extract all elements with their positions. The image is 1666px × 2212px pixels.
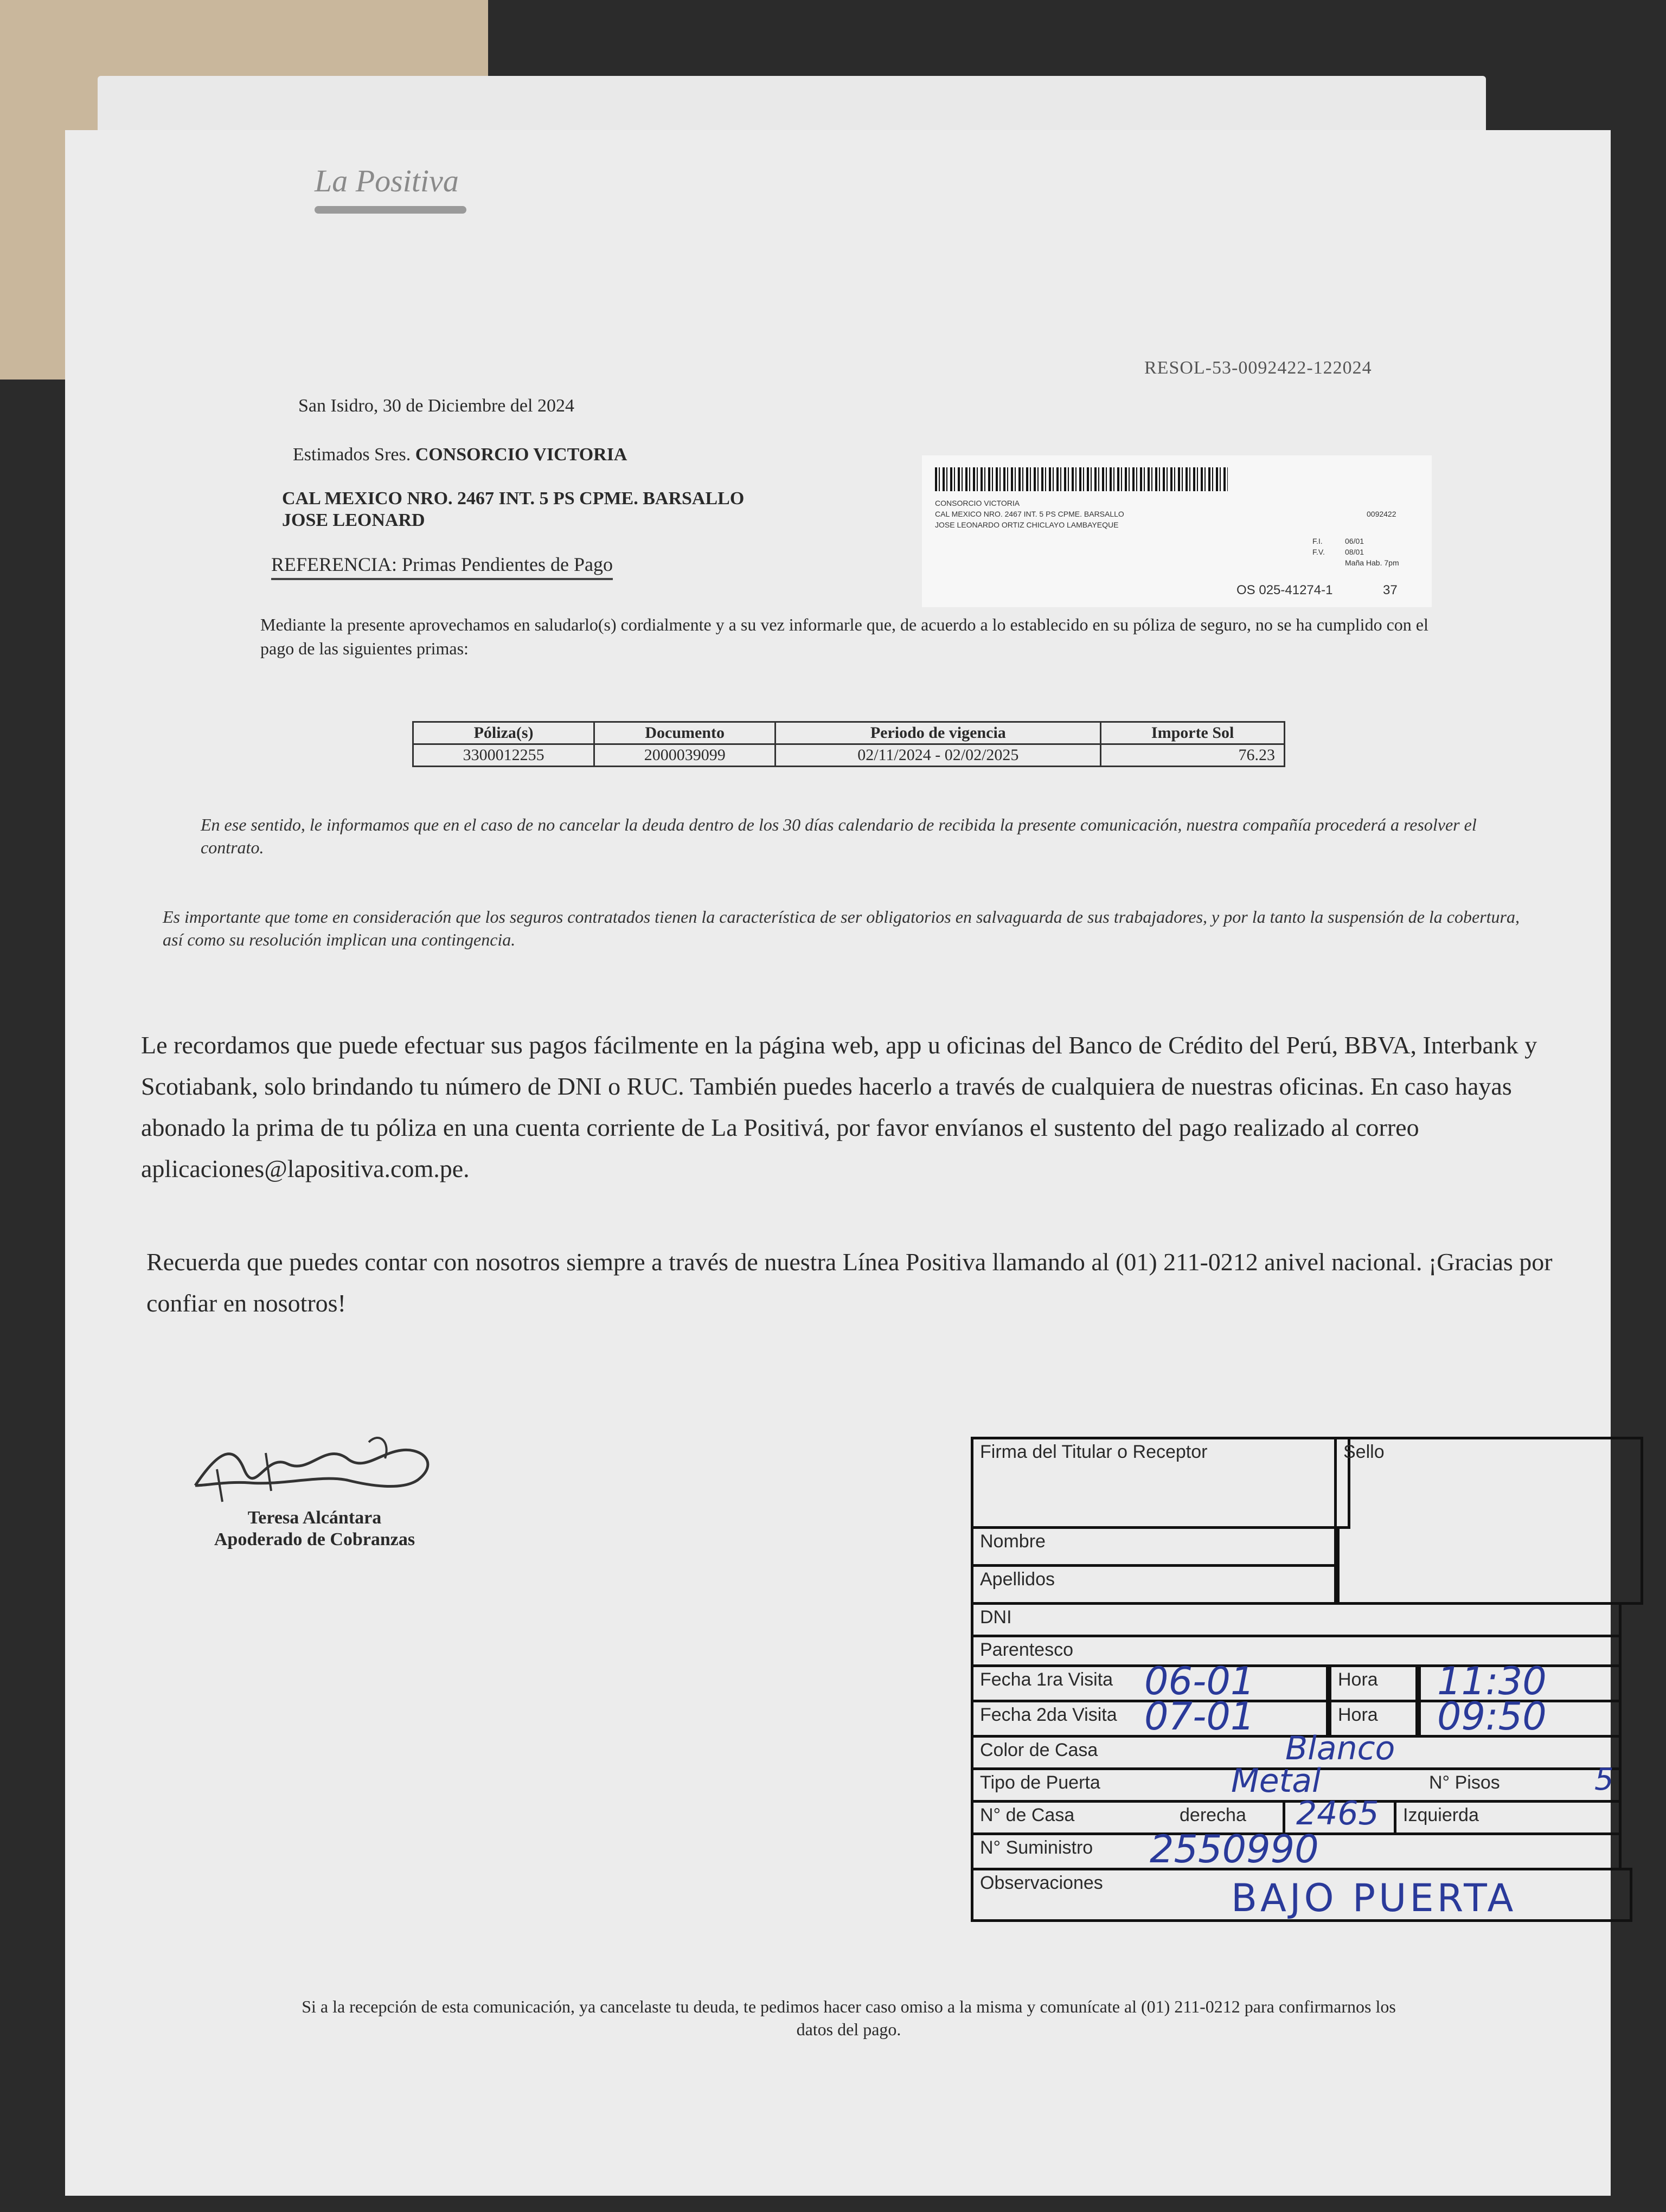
form-hora1-label: Hora: [1338, 1669, 1378, 1690]
table-cell-importe: 76.23: [1101, 744, 1285, 767]
form-parentesco-label: Parentesco: [980, 1639, 1073, 1660]
label-fv-value: 08/01: [1345, 548, 1364, 556]
intro-paragraph: Mediante la presente aprovechamos en saludarlo(s) cordialmente y a su vez informarle que, de acuerdo a lo establecido en su póliza de seguro, no se ha cumplido con el pago de las siguientes primas:: [260, 615, 1428, 658]
signer-block: [179, 1507, 450, 1551]
delivery-form: [960, 1437, 1643, 1941]
label-mana: Maña Hab. 7pm: [1345, 558, 1399, 567]
date-line: San Isidro, 30 de Diciembre del 2024: [298, 396, 574, 416]
form-obs-label: Observaciones: [980, 1873, 1103, 1893]
handwritten-fecha1: 06-01: [1144, 1659, 1255, 1703]
handwritten-suministro: 2550990: [1150, 1827, 1319, 1872]
paragraph-obligatory-insurance: Es importante que tome en consideración que los seguros contratados tienen la característica de ser obligatorios en salvaguarda de sus trabajadores, y por la tanto la suspensión de la cobertura, así como su resolución implican una contingencia.: [163, 907, 1520, 949]
greeting-prefix: Estimados Sres.: [293, 445, 411, 465]
form-hora1-cell: [1329, 1664, 1421, 1702]
table-header-periodo: Periodo de vigencia: [776, 722, 1101, 744]
company-logo: [315, 163, 477, 199]
form-apellidos-label: Apellidos: [980, 1569, 1055, 1590]
form-fecha2-label: Fecha 2da Visita: [980, 1705, 1117, 1725]
table-cell-poliza: 3300012255: [413, 744, 594, 767]
table-header-documento: Documento: [594, 722, 776, 744]
label-right-code: 0092422: [1367, 510, 1396, 518]
form-apellidos-cell: [971, 1564, 1340, 1605]
paragraph-resolution-notice: En ese sentido, le informamos que en el caso de no cancelar la deuda dentro de los 30 días calendario de recibida la presente comunicación, nuestra compañía procederá a resolver el contrato.: [201, 815, 1477, 857]
form-izquierda-label: Izquierda: [1403, 1805, 1479, 1825]
handwritten-fecha2: 07-01: [1144, 1694, 1255, 1739]
form-pisos-label: N° Pisos: [1429, 1772, 1500, 1793]
form-izquierda-cell: [1394, 1800, 1622, 1835]
handwritten-color: Blanco: [1285, 1729, 1395, 1767]
premium-table: [412, 721, 1285, 767]
form-fecha1-label: Fecha 1ra Visita: [980, 1669, 1113, 1690]
handwritten-puerta: Metal: [1231, 1762, 1321, 1800]
logo-underline: [315, 206, 466, 214]
form-ncasa-label: N° de Casa: [980, 1805, 1075, 1825]
label-line-1: CONSORCIO VICTORIA: [935, 499, 1020, 507]
form-firma-label: Firma del Titular o Receptor: [980, 1442, 1208, 1462]
signer-name: Teresa Alcántara: [247, 1508, 382, 1528]
form-color-label: Color de Casa: [980, 1740, 1098, 1760]
paragraph-payment-options: Le recordamos que puede efectuar sus pagos fácilmente en la página web, app u oficinas del Banco de Crédito del Perú, BBVA, Interbank y Scotiabank, solo brindando tu número de DNI o RUC. También puedes hacerlo a través de cualquiera de nuestras oficinas. En caso hayas abonado la prima de tu póliza en una cuenta corriente de La Positivá, por favor envíanos el sustento del pago realizado al correo aplicaciones@lapositiva.com.pe.: [141, 1031, 1537, 1182]
greeting: [293, 445, 627, 465]
form-nombre-label: Nombre: [980, 1531, 1046, 1552]
barcode: [935, 467, 1228, 491]
form-nombre-cell: [971, 1526, 1340, 1567]
shipping-label: [922, 455, 1432, 607]
address-line-1: CAL MEXICO NRO. 2467 INT. 5 PS CPME. BARSALLO: [282, 488, 745, 509]
address-block: [282, 488, 851, 531]
recipient-name: CONSORCIO VICTORIA: [415, 445, 627, 465]
label-line-2: CAL MEXICO NRO. 2467 INT. 5 PS CPME. BARSALLO: [935, 510, 1124, 518]
handwritten-hora2: 09:50: [1437, 1694, 1547, 1739]
label-fv: F.V.: [1312, 548, 1325, 556]
label-fi-value: 06/01: [1345, 537, 1364, 545]
form-sello-cell: [1334, 1437, 1643, 1605]
reference-code: RESOL-53-0092422-122024: [1144, 358, 1372, 378]
signer-title: Apoderado de Cobranzas: [214, 1529, 415, 1549]
form-dni-cell: [971, 1602, 1622, 1637]
form-suministro-label: N° Suministro: [980, 1837, 1093, 1858]
handwritten-derecha: 2465: [1296, 1795, 1379, 1832]
table-cell-documento: 2000039099: [594, 744, 776, 767]
table-row: [413, 744, 1285, 767]
form-derecha-label: derecha: [1180, 1805, 1246, 1825]
footer-note: Si a la recepción de esta comunicación, ya cancelaste tu deuda, te pedimos hacer caso omiso a la misma y comunícate al (01) 211-0212 para confirmarnos los datos del pago.: [302, 1997, 1396, 2039]
label-line-3: JOSE LEONARDO ORTIZ CHICLAYO LAMBAYEQUE: [935, 520, 1119, 529]
label-fi: F.I.: [1312, 537, 1323, 545]
address-line-2: JOSE LEONARD: [282, 510, 425, 530]
form-hora2-label: Hora: [1338, 1705, 1378, 1725]
label-os-number: 37: [1383, 583, 1398, 597]
form-puerta-label: Tipo de Puerta: [980, 1772, 1100, 1793]
form-sello-label: Sello: [1343, 1442, 1385, 1462]
table-header-poliza: Póliza(s): [413, 722, 594, 744]
handwritten-signature: [184, 1420, 466, 1507]
referencia-line: REFERENCIA: Primas Pendientes de Pago: [271, 553, 613, 580]
form-firma-cell: [971, 1437, 1350, 1529]
handwritten-hora1: 11:30: [1437, 1659, 1547, 1703]
handwritten-pisos: 5: [1594, 1762, 1614, 1797]
paragraph-contact-line: Recuerda que puedes contar con nosotros siempre a través de nuestra Línea Positiva llamando al (01) 211-0212 anivel nacional. ¡Gracias por confiar en nosotros!: [146, 1248, 1553, 1317]
form-dni-label: DNI: [980, 1607, 1012, 1628]
handwritten-observaciones: BAJO PUERTA: [1231, 1876, 1517, 1920]
table-cell-periodo: 02/11/2024 - 02/02/2025: [776, 744, 1101, 767]
label-os-code: OS 025-41274-1: [1236, 583, 1333, 597]
table-header-importe: Importe Sol: [1101, 722, 1285, 744]
logo-text: La Positiva: [315, 163, 459, 198]
